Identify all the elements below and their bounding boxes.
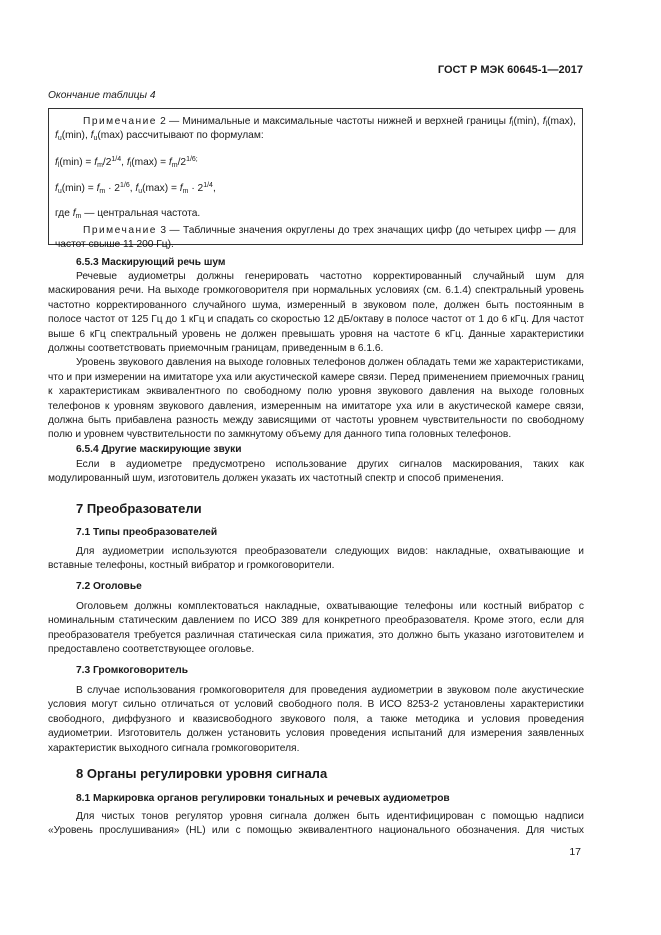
paragraph: Для чистых тонов регулятор уровня сигнала должен быть идентифицирован с помощью надписи «Уровень прослушивания» (HL) или с помощью эквивалентного национального обозначения. Для чистых <box>48 811 584 837</box>
chapter-title-8: 8 Органы регулировки уровня сигнала <box>76 766 328 781</box>
paragraph: Для аудиометрии используются преобразователи следующих видов: накладные, охватывающие и вставные телефоны, костный вибратор и громкоговорители. <box>48 546 584 572</box>
section-8-1-body <box>48 810 584 839</box>
section-6-5-3-body <box>48 270 584 443</box>
page-number: 17 <box>569 846 581 858</box>
paragraph: Оголовьем должны комплектоваться накладные, охватывающие телефоны или костный вибратор с номинальным статическим давлением по ИСО 389 для конкретного преобразователя. Кроме этого, если для преобразователя требуется различная статическая сила прижатия, это должно быть указано изготовителем и предоставлено соответствующее оголовье. <box>48 601 584 656</box>
section-7-3-body <box>48 684 584 756</box>
section-7-2-body <box>48 600 584 658</box>
formula-lower: $f_l(\min) = f_m/2^{1/4}$, $f_l(\max) = f_m/2^{1/6;}$ <box>55 155 198 169</box>
table-continuation-label: Окончание таблицы 4 <box>48 90 156 101</box>
table-notes-box <box>48 108 583 251</box>
formula-upper: $f_u(\min) = f_m \cdot 2^{1/6}$, $f_u(\max) = f_m \cdot 2^{1/4}$, <box>55 182 216 196</box>
document-header: ГОСТ Р МЭК 60645-1—2017 <box>437 64 583 76</box>
chapter-title-7: 7 Преобразователи <box>76 501 202 516</box>
section-title-6-5-4: 6.5.4 Другие маскирующие звуки <box>76 444 242 455</box>
note-2: Примечание 2 — Минимальные и максимальные частоты нижней и верхней границы $f_l(\min)$, $f_l(\max)$, $f_u(\min)$, $f_u(\max)$ рассчитывают по формулам: <box>55 116 576 143</box>
section-title-8-1: 8.1 Маркировка органов регулировки тональных и речевых аудиометров <box>76 793 450 804</box>
paragraph: Если в аудиометре предусмотрено использование других сигналов маскирования, таких как модулированный шум, изготовитель должен указать их частотный спектр и способ применения. <box>48 459 584 485</box>
paragraph: Речевые аудиометры должны генерировать частотно корректированный случайный шум для маскирования речи. На выходе громкоговорителя при нормальных условиях (см. 6.1.4) спектральный уровень частотно корректированного случайного шума, измеренный в звуковом поле, должен быть постоянным в полосе частот от 125 Гц до 1 кГц и спадать со скоростью 12 дБ/октаву в полосе частот от 1 до 6 кГц. Для частот выше 6 кГц спектральный уровень не должен превышать уровня на частоте 6 кГц. Данные характеристики должны соответствовать приемочным границам, приведенным в 6.1.6. <box>48 271 584 355</box>
paragraph: Уровень звукового давления на выходе головных телефонов должен обладать теми же характеристиками, что и при измерении на имитаторе уха или акустической камере связи. Перед применением приемочных границ к характеристикам эквивалентного по свободному полю уровня звукового давления на выходе головных телефонов к уровням звукового давления, измеренным на имитаторе уха или в акустической камере связи, должна быть прибавлена разность между зависящими от частоты уровнем чувствительности по свободному полю и уровнем чувствительности по замкнутому объему для данного типа головных телефонов. <box>48 357 584 441</box>
formula-where: где $f_m$ — центральная частота. <box>55 207 201 220</box>
paragraph: В случае использования громкоговорителя для проведения аудиометрии в звуковом поле акустические условия могут сильно отличаться от условий свободного поля. В ИСО 8253-2 установлены характеристики свободного, диффузного и квазисвободного звукового поля, а также методика и условия проведения аудиометрии. Изготовитель должен установить условия проведения испытаний для измерения заявленных характеристик выходного сигнала громкоговорителя. <box>48 685 584 754</box>
section-title-7-3: 7.3 Громкоговоритель <box>76 665 188 676</box>
section-title-7-1: 7.1 Типы преобразователей <box>76 527 218 538</box>
section-6-5-4-body <box>48 458 584 487</box>
section-7-1-body <box>48 545 584 574</box>
section-title-6-5-3: 6.5.3 Маскирующий речь шум <box>76 257 226 268</box>
section-title-7-2: 7.2 Оголовье <box>76 581 142 592</box>
note-3: Примечание 3 — Табличные значения округлены до трех значащих цифр (до четырех цифр — для частот свыше 11 200 Гц). <box>55 225 576 251</box>
